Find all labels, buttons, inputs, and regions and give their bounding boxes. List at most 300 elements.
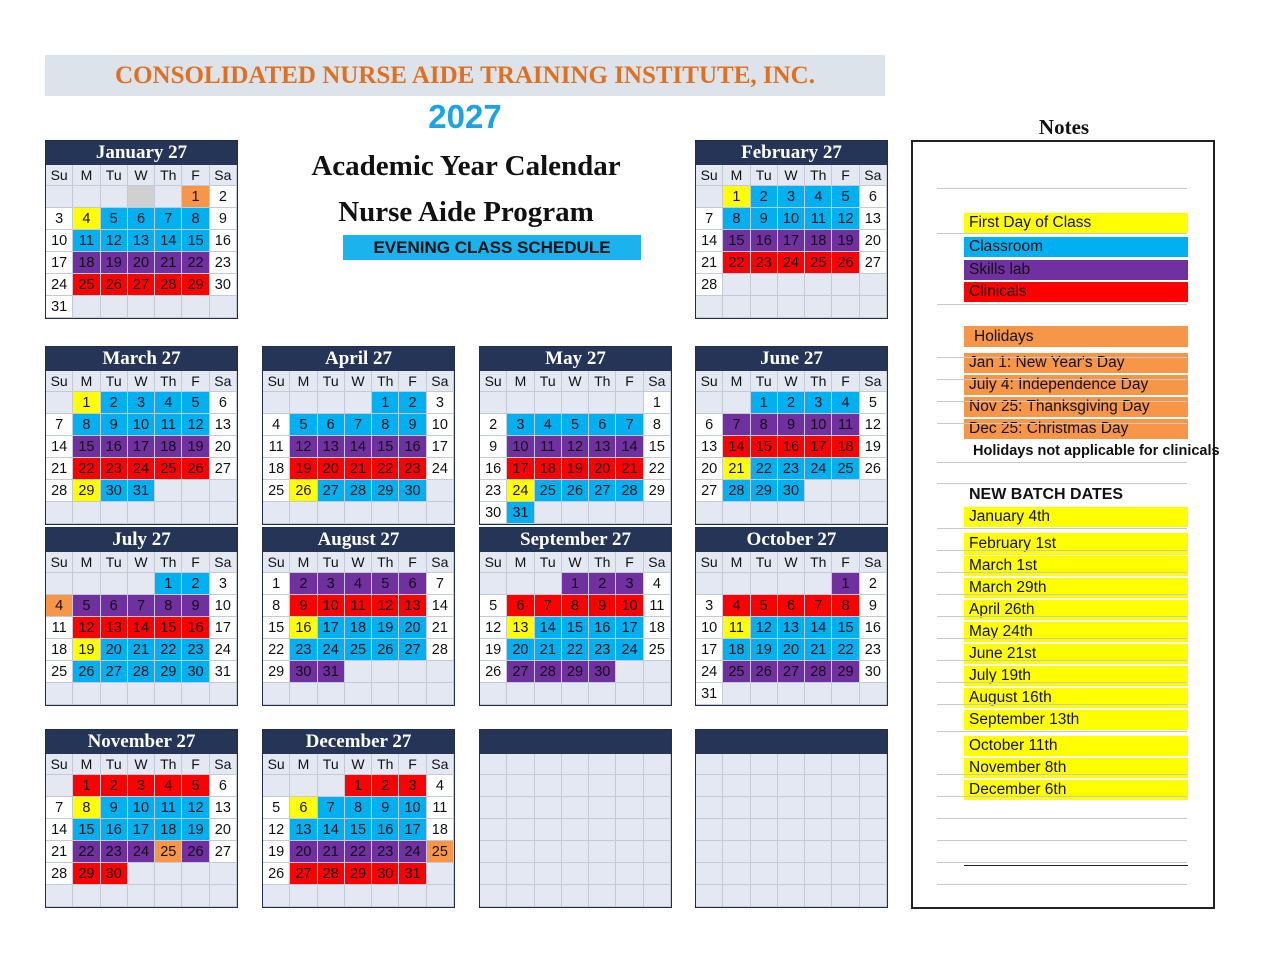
empty-cell bbox=[507, 797, 534, 819]
day-cell: 24 bbox=[46, 274, 73, 296]
empty-cell bbox=[372, 885, 399, 907]
day-cell: 16 bbox=[290, 617, 317, 639]
day-cell: 29 bbox=[155, 661, 182, 683]
day-cell: 4 bbox=[155, 392, 182, 414]
month-days-grid bbox=[696, 552, 887, 705]
weekday-label bbox=[480, 754, 507, 775]
day-cell: 23 bbox=[290, 639, 317, 661]
empty-cell bbox=[644, 775, 671, 797]
day-cell: 1 bbox=[73, 392, 100, 414]
empty-cell bbox=[507, 863, 534, 885]
weekday-label: W bbox=[778, 371, 805, 392]
day-cell: 10 bbox=[696, 617, 723, 639]
empty-cell bbox=[696, 186, 723, 208]
day-cell: 14 bbox=[46, 436, 73, 458]
weekday-label: Th bbox=[805, 165, 832, 186]
day-cell: 19 bbox=[372, 617, 399, 639]
day-cell: 15 bbox=[751, 436, 778, 458]
day-cell: 3 bbox=[128, 392, 155, 414]
weekday-label: M bbox=[723, 552, 750, 573]
note-line bbox=[937, 840, 1187, 841]
day-cell: 13 bbox=[128, 230, 155, 252]
day-cell: 12 bbox=[751, 617, 778, 639]
weekday-label: Th bbox=[589, 552, 616, 573]
note-line bbox=[937, 304, 1187, 305]
day-cell: 17 bbox=[507, 458, 534, 480]
weekday-label: F bbox=[616, 371, 643, 392]
day-cell: 5 bbox=[182, 775, 209, 797]
note-line bbox=[937, 884, 1187, 885]
day-cell: 25 bbox=[155, 458, 182, 480]
day-cell: 19 bbox=[263, 841, 290, 863]
day-cell: 13 bbox=[399, 595, 426, 617]
empty-cell bbox=[616, 819, 643, 841]
month-calendar bbox=[695, 729, 888, 908]
day-cell: 3 bbox=[46, 208, 73, 230]
day-cell: 9 bbox=[101, 797, 128, 819]
empty-cell bbox=[562, 797, 589, 819]
weekday-label: W bbox=[345, 371, 372, 392]
day-cell: 15 bbox=[73, 819, 100, 841]
empty-cell bbox=[155, 480, 182, 502]
day-cell: 18 bbox=[535, 458, 562, 480]
day-cell: 14 bbox=[805, 617, 832, 639]
empty-cell bbox=[480, 775, 507, 797]
day-cell: 6 bbox=[210, 392, 237, 414]
month-calendar bbox=[695, 140, 888, 319]
month-days-grid bbox=[480, 552, 671, 705]
day-cell: 22 bbox=[562, 639, 589, 661]
day-cell: 12 bbox=[101, 230, 128, 252]
empty-cell bbox=[155, 502, 182, 524]
weekday-label: F bbox=[182, 165, 209, 186]
day-cell: 27 bbox=[507, 661, 534, 683]
batch-date: November 8th bbox=[964, 758, 1188, 778]
empty-cell bbox=[535, 819, 562, 841]
empty-cell bbox=[589, 683, 616, 705]
day-cell: 14 bbox=[616, 436, 643, 458]
day-cell: 24 bbox=[128, 841, 155, 863]
month-days-grid bbox=[46, 754, 237, 907]
day-cell: 16 bbox=[210, 230, 237, 252]
note-line bbox=[937, 616, 1187, 617]
empty-cell bbox=[805, 274, 832, 296]
weekday-label: Tu bbox=[318, 754, 345, 775]
day-cell: 28 bbox=[46, 480, 73, 502]
day-cell: 26 bbox=[263, 863, 290, 885]
weekday-label: Tu bbox=[535, 371, 562, 392]
empty-cell bbox=[182, 885, 209, 907]
day-cell: 31 bbox=[696, 683, 723, 705]
day-cell: 5 bbox=[290, 414, 317, 436]
weekday-label: Sa bbox=[860, 165, 887, 186]
day-cell: 18 bbox=[832, 436, 859, 458]
empty-cell bbox=[644, 797, 671, 819]
day-cell: 23 bbox=[778, 458, 805, 480]
month-title: April 27 bbox=[263, 347, 454, 371]
batch-date: September 13th bbox=[964, 710, 1188, 730]
day-cell: 24 bbox=[427, 458, 454, 480]
day-cell: 27 bbox=[290, 863, 317, 885]
day-cell: 6 bbox=[101, 595, 128, 617]
day-cell: 4 bbox=[644, 573, 671, 595]
day-cell: 2 bbox=[372, 775, 399, 797]
day-cell: 4 bbox=[263, 414, 290, 436]
weekday-label: Su bbox=[46, 754, 73, 775]
day-cell: 26 bbox=[182, 458, 209, 480]
day-cell: 12 bbox=[860, 414, 887, 436]
empty-cell bbox=[210, 863, 237, 885]
year-heading: 2027 bbox=[428, 98, 502, 135]
empty-cell bbox=[751, 775, 778, 797]
day-cell: 6 bbox=[778, 595, 805, 617]
weekday-label: Tu bbox=[751, 552, 778, 573]
month-calendar bbox=[262, 346, 455, 525]
empty-cell bbox=[723, 296, 750, 318]
weekday-label: Su bbox=[46, 371, 73, 392]
day-cell: 31 bbox=[318, 661, 345, 683]
empty-cell bbox=[480, 885, 507, 907]
day-cell: 10 bbox=[399, 797, 426, 819]
day-cell: 22 bbox=[723, 252, 750, 274]
empty-cell bbox=[507, 885, 534, 907]
day-cell: 21 bbox=[427, 617, 454, 639]
day-cell: 1 bbox=[723, 186, 750, 208]
weekday-label: Sa bbox=[210, 754, 237, 775]
day-cell: 27 bbox=[399, 639, 426, 661]
empty-cell bbox=[427, 661, 454, 683]
day-cell: 5 bbox=[832, 186, 859, 208]
day-cell: 17 bbox=[696, 639, 723, 661]
day-cell: 28 bbox=[427, 639, 454, 661]
weekday-label: F bbox=[399, 371, 426, 392]
day-cell: 23 bbox=[101, 458, 128, 480]
weekday-label: Su bbox=[480, 371, 507, 392]
day-cell: 22 bbox=[263, 639, 290, 661]
weekday-label: Sa bbox=[644, 371, 671, 392]
month-days-grid bbox=[480, 754, 671, 907]
day-cell: 3 bbox=[318, 573, 345, 595]
day-cell: 4 bbox=[46, 595, 73, 617]
weekday-label: Sa bbox=[210, 371, 237, 392]
batch-date: December 6th bbox=[964, 780, 1188, 800]
day-cell: 17 bbox=[778, 230, 805, 252]
empty-cell bbox=[805, 797, 832, 819]
note-line bbox=[937, 401, 1187, 402]
day-cell: 22 bbox=[182, 252, 209, 274]
day-cell: 3 bbox=[778, 186, 805, 208]
empty-cell bbox=[696, 392, 723, 414]
empty-cell bbox=[399, 683, 426, 705]
weekday-label: Th bbox=[155, 552, 182, 573]
weekday-label: Tu bbox=[101, 754, 128, 775]
note-line bbox=[937, 233, 1187, 234]
day-cell: 30 bbox=[589, 661, 616, 683]
weekday-label: W bbox=[128, 165, 155, 186]
empty-cell bbox=[832, 819, 859, 841]
empty-cell bbox=[616, 797, 643, 819]
day-cell: 16 bbox=[480, 458, 507, 480]
month-calendar bbox=[479, 729, 672, 908]
empty-cell bbox=[805, 819, 832, 841]
empty-cell bbox=[723, 885, 750, 907]
empty-cell bbox=[535, 775, 562, 797]
empty-cell bbox=[751, 502, 778, 524]
day-cell: 25 bbox=[73, 274, 100, 296]
day-cell: 14 bbox=[345, 436, 372, 458]
day-cell: 8 bbox=[182, 208, 209, 230]
day-cell: 23 bbox=[372, 841, 399, 863]
day-cell: 24 bbox=[696, 661, 723, 683]
day-cell: 8 bbox=[73, 414, 100, 436]
day-cell: 22 bbox=[832, 639, 859, 661]
weekday-label: Tu bbox=[101, 552, 128, 573]
day-cell: 19 bbox=[480, 639, 507, 661]
day-cell: 24 bbox=[507, 480, 534, 502]
day-cell: 9 bbox=[751, 208, 778, 230]
empty-cell bbox=[182, 502, 209, 524]
empty-cell bbox=[562, 502, 589, 524]
weekday-label: Su bbox=[263, 552, 290, 573]
day-cell: 26 bbox=[182, 841, 209, 863]
day-cell: 27 bbox=[101, 661, 128, 683]
day-cell: 26 bbox=[832, 252, 859, 274]
day-cell: 9 bbox=[372, 797, 399, 819]
day-cell: 8 bbox=[723, 208, 750, 230]
weekday-label bbox=[723, 754, 750, 775]
note-line bbox=[937, 638, 1187, 639]
weekday-label: M bbox=[507, 371, 534, 392]
day-cell: 2 bbox=[101, 392, 128, 414]
calendar-title: Academic Year Calendar bbox=[311, 150, 621, 182]
empty-cell bbox=[644, 841, 671, 863]
empty-cell bbox=[263, 502, 290, 524]
weekday-label: W bbox=[562, 371, 589, 392]
empty-cell bbox=[778, 885, 805, 907]
empty-cell bbox=[318, 392, 345, 414]
day-cell: 7 bbox=[696, 208, 723, 230]
day-cell: 8 bbox=[832, 595, 859, 617]
day-cell: 22 bbox=[155, 639, 182, 661]
day-cell: 7 bbox=[723, 414, 750, 436]
empty-cell bbox=[696, 797, 723, 819]
day-cell: 18 bbox=[644, 617, 671, 639]
day-cell: 20 bbox=[210, 436, 237, 458]
weekday-label: Sa bbox=[427, 552, 454, 573]
empty-cell bbox=[696, 573, 723, 595]
empty-cell bbox=[46, 502, 73, 524]
day-cell: 14 bbox=[696, 230, 723, 252]
day-cell: 5 bbox=[860, 392, 887, 414]
day-cell: 13 bbox=[101, 617, 128, 639]
empty-cell bbox=[751, 573, 778, 595]
day-cell: 30 bbox=[860, 661, 887, 683]
day-cell: 27 bbox=[778, 661, 805, 683]
batch-date: May 24th bbox=[964, 622, 1188, 642]
weekday-label: Th bbox=[372, 754, 399, 775]
day-cell: 16 bbox=[101, 819, 128, 841]
empty-cell bbox=[372, 502, 399, 524]
weekday-label: Sa bbox=[427, 754, 454, 775]
day-cell: 23 bbox=[860, 639, 887, 661]
month-days-grid bbox=[696, 371, 887, 524]
empty-cell bbox=[562, 885, 589, 907]
empty-cell bbox=[480, 392, 507, 414]
empty-cell bbox=[589, 819, 616, 841]
empty-cell bbox=[535, 502, 562, 524]
day-cell: 8 bbox=[73, 797, 100, 819]
empty-cell bbox=[290, 775, 317, 797]
day-cell: 3 bbox=[805, 392, 832, 414]
day-cell: 7 bbox=[427, 573, 454, 595]
day-cell: 2 bbox=[210, 186, 237, 208]
month-calendar bbox=[45, 140, 238, 319]
empty-cell bbox=[860, 775, 887, 797]
day-cell: 7 bbox=[616, 414, 643, 436]
empty-cell bbox=[805, 885, 832, 907]
day-cell: 1 bbox=[832, 573, 859, 595]
empty-cell bbox=[616, 392, 643, 414]
day-cell: 23 bbox=[210, 252, 237, 274]
day-cell: 17 bbox=[128, 819, 155, 841]
day-cell: 20 bbox=[290, 841, 317, 863]
weekday-label bbox=[507, 754, 534, 775]
empty-cell bbox=[480, 797, 507, 819]
day-cell: 19 bbox=[290, 458, 317, 480]
day-cell: 24 bbox=[778, 252, 805, 274]
day-cell: 29 bbox=[562, 661, 589, 683]
day-cell: 20 bbox=[399, 617, 426, 639]
day-cell: 8 bbox=[155, 595, 182, 617]
schedule-badge: EVENING CLASS SCHEDULE bbox=[343, 235, 641, 260]
month-calendar bbox=[479, 527, 672, 706]
empty-cell bbox=[751, 885, 778, 907]
day-cell: 11 bbox=[427, 797, 454, 819]
day-cell: 21 bbox=[535, 639, 562, 661]
note-line bbox=[937, 550, 1187, 551]
holiday-item: Dec 25: Christmas Day bbox=[964, 419, 1188, 439]
weekday-label: Tu bbox=[751, 371, 778, 392]
day-cell: 5 bbox=[562, 414, 589, 436]
day-cell: 28 bbox=[345, 480, 372, 502]
empty-cell bbox=[644, 683, 671, 705]
day-cell: 21 bbox=[128, 639, 155, 661]
day-cell: 8 bbox=[345, 797, 372, 819]
day-cell: 19 bbox=[860, 436, 887, 458]
day-cell: 2 bbox=[480, 414, 507, 436]
empty-cell bbox=[507, 775, 534, 797]
empty-cell bbox=[507, 392, 534, 414]
month-days-grid bbox=[263, 552, 454, 705]
month-title: January 27 bbox=[46, 141, 237, 165]
empty-cell bbox=[778, 573, 805, 595]
day-cell: 30 bbox=[210, 274, 237, 296]
holiday-item: Jan 1: New Year's Day bbox=[964, 353, 1188, 373]
day-cell: 6 bbox=[290, 797, 317, 819]
empty-cell bbox=[263, 392, 290, 414]
month-calendar bbox=[262, 527, 455, 706]
day-cell: 14 bbox=[723, 436, 750, 458]
weekday-label bbox=[778, 754, 805, 775]
empty-cell bbox=[589, 797, 616, 819]
empty-cell bbox=[832, 863, 859, 885]
empty-cell bbox=[101, 573, 128, 595]
month-title: June 27 bbox=[696, 347, 887, 371]
day-cell: 31 bbox=[507, 502, 534, 524]
day-cell: 30 bbox=[372, 863, 399, 885]
day-cell: 3 bbox=[696, 595, 723, 617]
note-line bbox=[937, 660, 1187, 661]
day-cell: 7 bbox=[46, 414, 73, 436]
day-cell: 5 bbox=[480, 595, 507, 617]
day-cell: 30 bbox=[480, 502, 507, 524]
month-days-grid bbox=[480, 371, 671, 524]
day-cell: 1 bbox=[263, 573, 290, 595]
empty-cell bbox=[507, 573, 534, 595]
day-cell: 7 bbox=[128, 595, 155, 617]
note-line bbox=[937, 572, 1187, 573]
weekday-label: W bbox=[345, 552, 372, 573]
weekday-label bbox=[562, 754, 589, 775]
day-cell: 24 bbox=[616, 639, 643, 661]
day-cell: 11 bbox=[155, 797, 182, 819]
day-cell: 26 bbox=[101, 274, 128, 296]
day-cell: 23 bbox=[480, 480, 507, 502]
day-cell: 3 bbox=[507, 414, 534, 436]
day-cell: 17 bbox=[427, 436, 454, 458]
day-cell: 4 bbox=[832, 392, 859, 414]
day-cell: 21 bbox=[723, 458, 750, 480]
day-cell: 25 bbox=[345, 639, 372, 661]
day-cell: 3 bbox=[427, 392, 454, 414]
day-cell: 4 bbox=[345, 573, 372, 595]
day-cell: 6 bbox=[589, 414, 616, 436]
empty-cell bbox=[589, 502, 616, 524]
empty-cell bbox=[210, 480, 237, 502]
note-line bbox=[937, 682, 1187, 683]
day-cell: 22 bbox=[73, 458, 100, 480]
empty-cell bbox=[860, 841, 887, 863]
day-cell: 16 bbox=[589, 617, 616, 639]
empty-cell bbox=[832, 885, 859, 907]
day-cell: 26 bbox=[480, 661, 507, 683]
day-cell: 26 bbox=[562, 480, 589, 502]
legend-skills-lab: Skills lab bbox=[964, 260, 1188, 280]
weekday-label: F bbox=[399, 754, 426, 775]
day-cell: 30 bbox=[101, 480, 128, 502]
empty-cell bbox=[589, 775, 616, 797]
month-title: August 27 bbox=[263, 528, 454, 552]
empty-cell bbox=[778, 274, 805, 296]
day-cell: 16 bbox=[101, 436, 128, 458]
empty-cell bbox=[535, 797, 562, 819]
weekday-label: M bbox=[723, 165, 750, 186]
empty-cell bbox=[860, 863, 887, 885]
day-cell: 26 bbox=[860, 458, 887, 480]
day-cell: 25 bbox=[46, 661, 73, 683]
weekday-label: Su bbox=[46, 552, 73, 573]
empty-cell bbox=[46, 885, 73, 907]
day-cell: 2 bbox=[778, 392, 805, 414]
day-cell: 16 bbox=[372, 819, 399, 841]
empty-cell bbox=[535, 392, 562, 414]
day-cell: 25 bbox=[832, 458, 859, 480]
day-cell: 4 bbox=[805, 186, 832, 208]
day-cell: 12 bbox=[372, 595, 399, 617]
empty-cell bbox=[46, 683, 73, 705]
empty-cell bbox=[427, 863, 454, 885]
note-line bbox=[937, 483, 1187, 484]
